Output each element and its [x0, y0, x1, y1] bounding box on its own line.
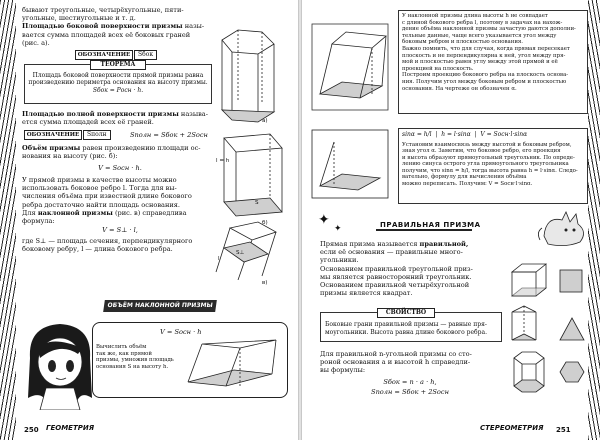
property-label: СВОЙСТВО: [377, 308, 435, 318]
oblique-formula: V = S⊥ · l,: [102, 226, 138, 234]
page-number-left: 250: [24, 426, 39, 434]
theorem-text-1: Площадь боковой поверхности прямой призмы равна: [32, 71, 204, 79]
footer-title-right: СТЕРЕОМЕТРИЯ: [480, 424, 544, 432]
fig-b-base-label: S: [255, 200, 259, 206]
bubble-formula: V = Sосн · h: [160, 328, 202, 336]
fig-c-edge-label: l: [218, 256, 220, 262]
intro-text: бывают треугольные, четырёхугольные, пяти- угольные, шестиугольные и т. д. Площадью боковой поверхности призмы назы- вается сумма площадей всех её боковых граней (рис. а).: [22, 6, 205, 47]
right-page: [300, 0, 600, 440]
cat-illustration: [536, 206, 590, 250]
theorem-text-2: произведению периметра основания на высоту призмы.: [28, 79, 208, 86]
fig-b-height-label: l = h: [216, 158, 230, 164]
notation-label: ОБОЗНАЧЕНИЕ: [75, 50, 133, 60]
ngon-text: Для правильной n-угольной призмы со сто- роной основания a и высотой h справедли- вы формулы:: [320, 350, 472, 375]
volume-formula: V = Sосн · h.: [98, 164, 142, 172]
theorem-formula: Sбок = Pосн · h.: [92, 86, 144, 94]
page-number-right: 251: [556, 426, 571, 434]
notation2-label: ОБОЗНАЧЕНИЕ: [24, 130, 82, 140]
notation-value: Sбок: [134, 50, 157, 60]
manga-character-illustration: [18, 318, 102, 410]
ngon-formula-2: Sполн = Sбок + 2Sосн: [371, 388, 449, 396]
bubble-text: Вычислить объём так же, как прямой призмы, умножив площадь основания S на высоту h.: [96, 344, 174, 370]
angle-formula-box: sinα = h/l | h = l·sinα | V = Sосн·l·sinα Установим взаимосвязь между высотой и боковым ребром, зная угол α. Заметим, что боковое ребро, его проекция и высота образуют прямоугольный треугольник. По опреде- лению синуса острого угла прямоугольного треугольника получим, что sinα = h/l, тогда высота равна h = l·sinα. Следо- вательно, формулу для вычисления объёма можно переписать. Получим: V = Sосн·l·sinα.: [398, 128, 588, 204]
oblique-prism-figure: [182, 338, 278, 390]
oblique-prism-angle-figure: [310, 22, 390, 112]
angle-triangle-figure: [310, 128, 390, 200]
property-box: СВОЙСТВО Боковые грани правильной призмы — равные пря- моугольники. Высота равна длине бокового ребра.: [320, 312, 502, 342]
fig-a-label: а): [262, 118, 268, 124]
ngon-formula-1: Sбок = n · a · h,: [383, 378, 437, 386]
oblique-volume-banner: ОБЪЁМ НАКЛОННОЙ ПРИЗМЫ: [103, 300, 217, 312]
right-prism-text: У прямой призмы в качестве высоты можно использовать боковое ребро l. Тогда для вы- числения объёма при известной длине бокового ребра достаточно найти площадь основания. Для наклонной призмы (рис. в) справедлива формула:: [22, 176, 192, 226]
full-surface-text: Площадью полной поверхности призмы называ- ется сумма площадей всех её граней.: [22, 110, 208, 127]
fig-c-section-label: S⊥: [236, 250, 245, 256]
manga-speedlines-left: [0, 0, 16, 440]
regular-prism-text: Прямая призма называется правильной, если её основания — правильные много- угольники. Основанием правильной треугольной приз- мы является равносторонний треугольник. Основанием правильной четырёхугольной призмы является квадрат.: [320, 240, 473, 298]
regular-prism-heading: ПРАВИЛЬНАЯ ПРИЗМА: [380, 221, 481, 229]
formula-row: sinα = h/l | h = l·sinα | V = Sосн·l·sinα: [402, 131, 528, 138]
footer-title-left: ГЕОМЕТРИЯ: [46, 424, 95, 432]
sparkle-icon: ✦: [318, 212, 330, 228]
fig-b-label: б): [262, 220, 268, 226]
sparkle-small-icon: ✦: [334, 224, 342, 234]
full-formula: Sполн = Sбок + 2Sосн: [130, 131, 208, 139]
oblique-info-box: У наклонной призмы длина высоты h не совпадает с длиной бокового ребра l, поэтому в задачах на нахож- дение объёма наклонной призмы зачастую даются дополни- тельные данные, чаще всего указывается угол между боковым ребром и плоскостью основания. Важно помнить, что для случая, когда прямая пересекает плоскость и не перпендикулярна к ней, угол между пря- мой и плоскостью равен углу между этой прямой и её проекцией на плоскость. Построим проекцию бокового ребра на плоскость основа- ния. Получим угол между боковым ребром и плоскостью основания. На чертеже он обозначен α.: [398, 10, 588, 114]
regular-prism-figures: [506, 258, 592, 398]
volume-text: Объём призмы равен произведению площади ос- нования на высоту (рис. б):: [22, 144, 201, 161]
theorem-label: ТЕОРЕМА: [90, 60, 146, 70]
theorem-box: [24, 61, 212, 104]
prism-figures: [210, 10, 296, 280]
heading-underline: [376, 229, 472, 231]
notation2-value: Sполн: [83, 130, 111, 140]
where-text: где S⊥ — площадь сечения, перпендикулярного боковому ребру, l — длина бокового ребра.: [22, 237, 193, 254]
fig-c-label: в): [262, 280, 268, 286]
